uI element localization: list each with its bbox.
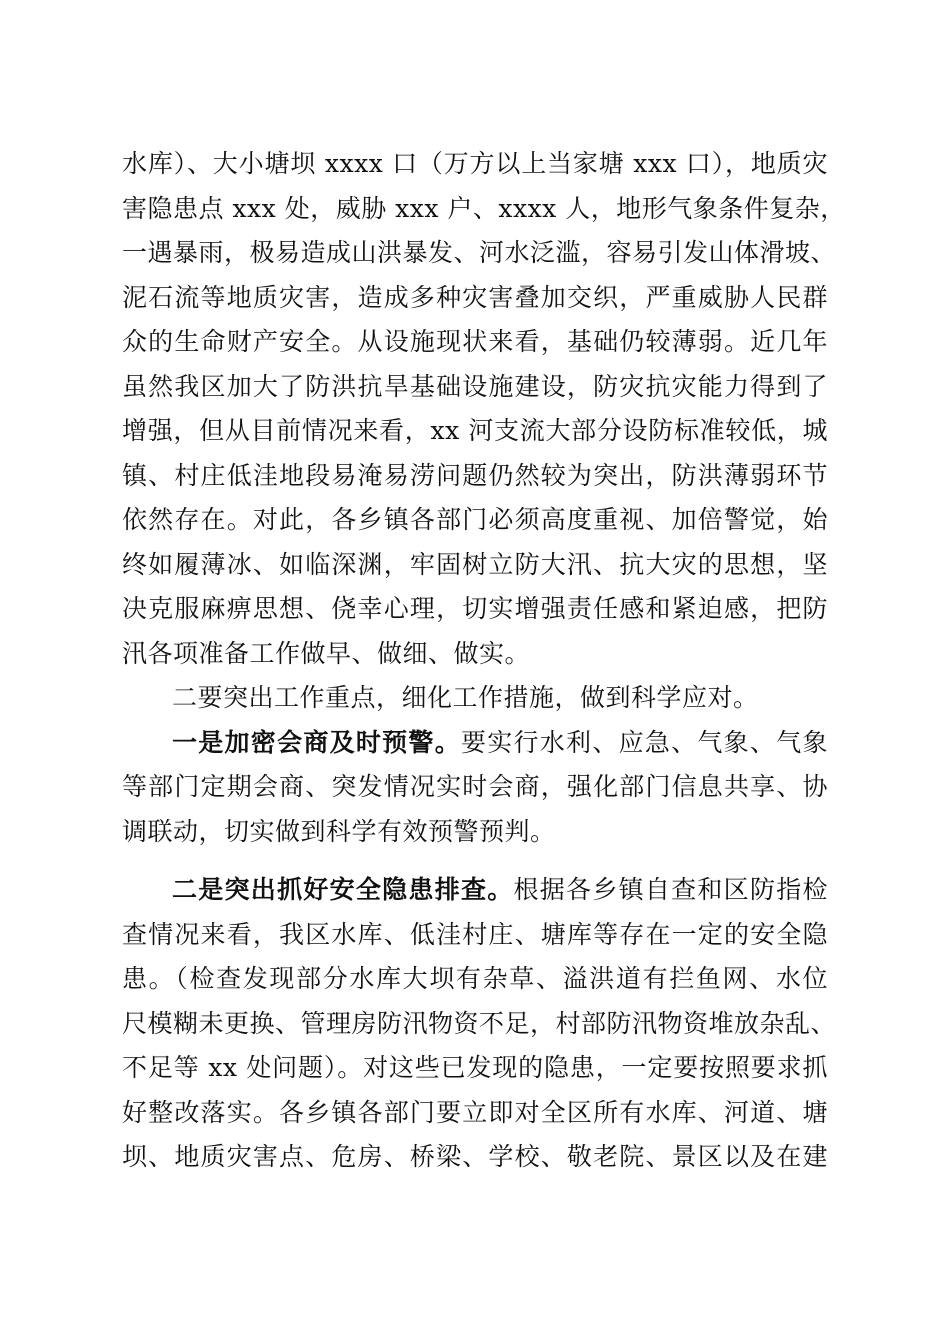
paragraph-line: 查情况来看，我区水库、低洼村庄、塘库等存在一定的安全隐 xyxy=(122,919,828,949)
item-two-text: 根据各乡镇自查和区防指检 xyxy=(513,875,828,904)
paragraph-line: 不足等 xx 处问题）。对这些已发现的隐患，一定要按照要求抓 xyxy=(122,1053,828,1082)
section-heading: 二要突出工作重点，细化工作措施，做到科学应对。 xyxy=(172,683,759,712)
paragraph-line: 镇、村庄低洼地段易淹易涝问题仍然较为突出，防洪薄弱环节 xyxy=(122,460,828,490)
item-one-text: 要实行水利、应急、气象、气象 xyxy=(460,727,828,757)
paragraph-line: 害隐患点 xxx 处，威胁 xxx 户、xxxx 人，地形气象条件复杂， xyxy=(122,193,846,223)
paragraph-line: 尺模糊未更换、管理房防汛物资不足，村部防汛物资堆放杂乱、 xyxy=(122,1008,837,1038)
item-one-first-line xyxy=(122,721,828,766)
paragraph-line: 众的生命财产安全。从设施现状来看，基础仍较薄弱。近几年 xyxy=(122,327,828,356)
paragraph-line: 泥石流等地质灾害，造成多种灾害叠加交织，严重威胁人民群 xyxy=(122,282,828,312)
paragraph-line: 一遇暴雨，极易造成山洪暴发、河水泛滥，容易引发山体滑坡、 xyxy=(122,238,837,267)
paragraph-line: 终如履薄冰、如临深渊，牢固树立防大汛、抗大灾的思想，坚 xyxy=(122,549,828,579)
paragraph-line: 等部门定期会商、突发情况实时会商，强化部门信息共享、协 xyxy=(122,772,828,801)
paragraph-line: 患。（检查发现部分水库大坝有杂草、溢洪道有拦鱼网、水位 xyxy=(122,964,828,993)
paragraph-line: 好整改落实。各乡镇各部门要立即对全区所有水库、河道、塘 xyxy=(122,1097,828,1127)
item-two-first-line xyxy=(122,868,828,913)
paragraph-line: 汛各项准备工作做早、做细、做实。 xyxy=(122,638,531,668)
paragraph-line: 决克服麻痹思想、侥幸心理，切实增强责任感和紧迫感，把防 xyxy=(122,594,828,623)
paragraph-line: 调联动，切实做到科学有效预警预判。 xyxy=(122,816,556,846)
document-body xyxy=(122,142,846,1180)
paragraph-line: 依然存在。对此，各乡镇各部门必须高度重视、加倍警觉，始 xyxy=(122,505,828,534)
paragraph-line: 虽然我区加大了防洪抗旱基础设施建设，防灾抗灾能力得到了 xyxy=(122,371,828,401)
item-one-title: 一是加密会商及时预警。 xyxy=(172,727,461,757)
paragraph-line: 增强，但从目前情况来看，xx 河支流大部分设防标准较低，城 xyxy=(122,416,828,445)
item-two-title: 二是突出抓好安全隐患排查。 xyxy=(172,875,514,904)
paragraph-line: 水库）、大小塘坝 xxxx 口（万方以上当家塘 xxx 口），地质灾 xyxy=(122,149,828,178)
paragraph-line: 坝、地质灾害点、危房、桥梁、学校、敬老院、景区以及在建 xyxy=(122,1142,828,1171)
